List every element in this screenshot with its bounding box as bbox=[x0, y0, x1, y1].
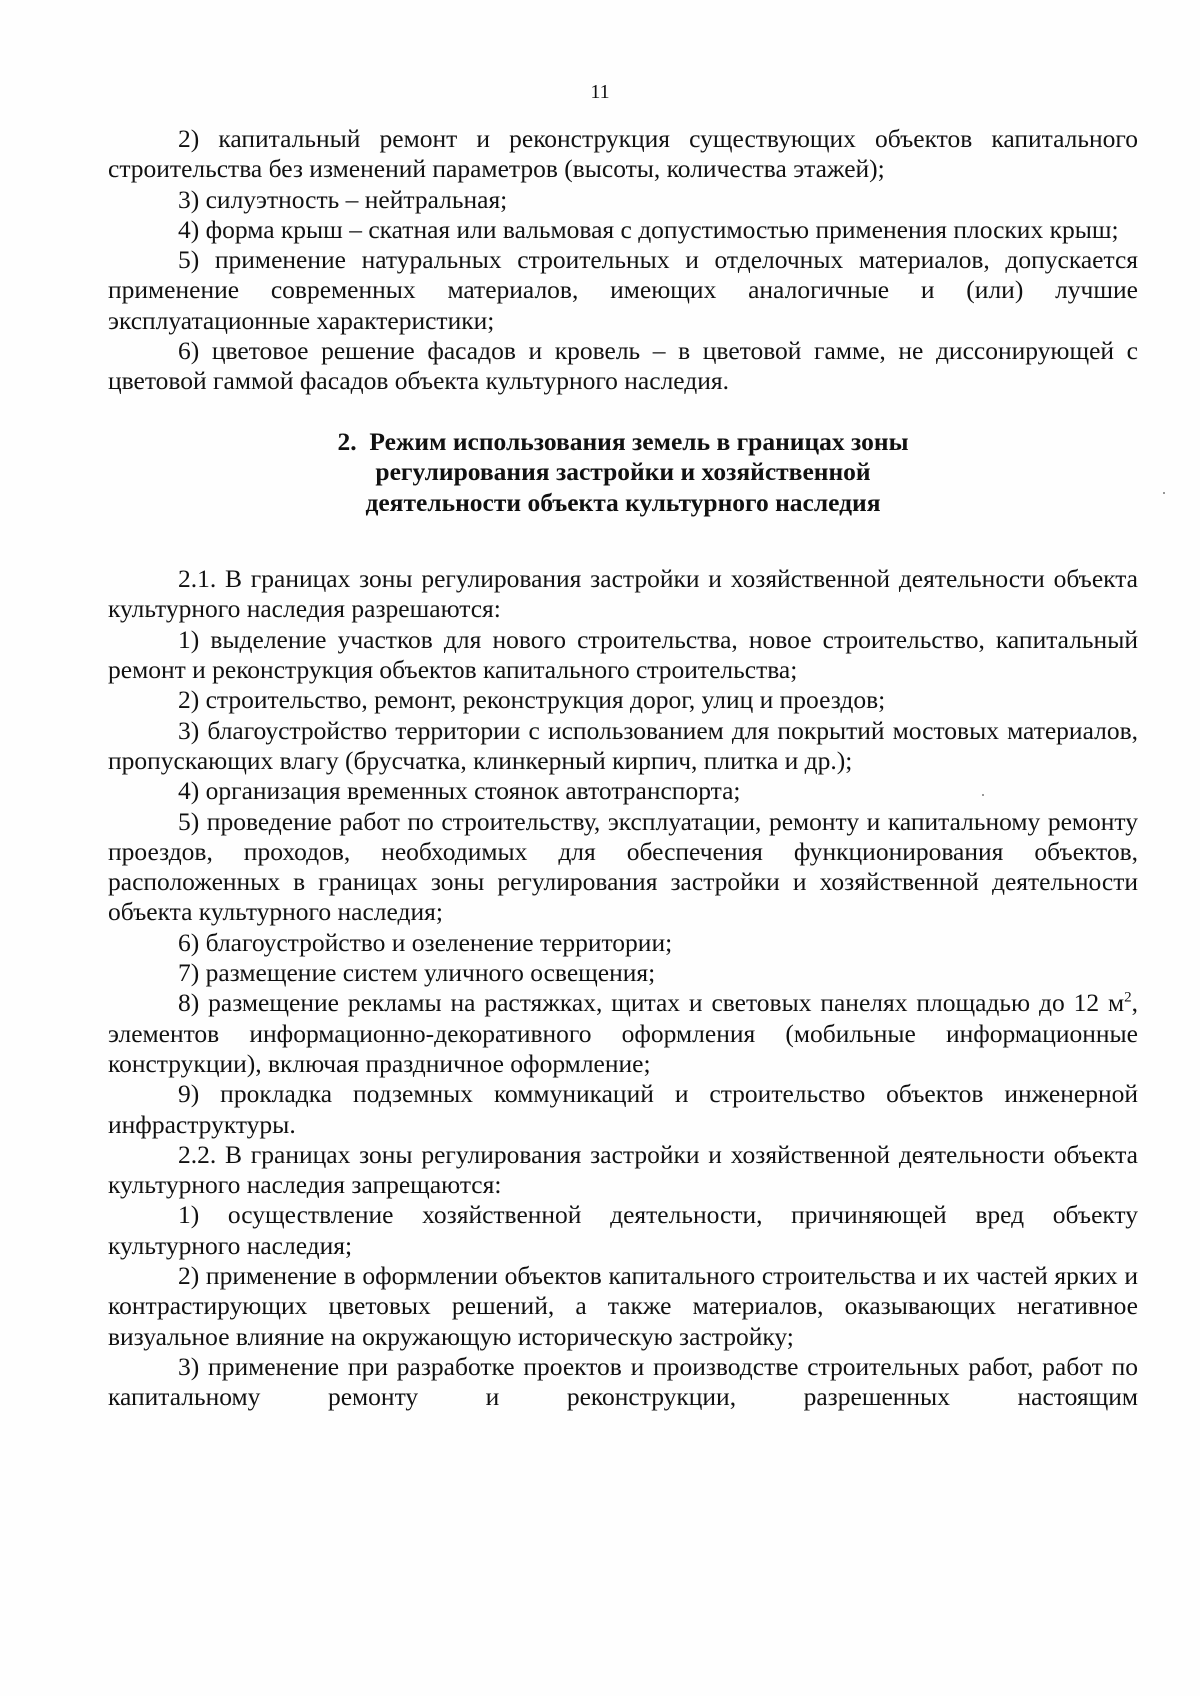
superscript-2: 2 bbox=[1124, 989, 1132, 1006]
list-item: 5) применение натуральных строительных и отделочных материалов, допускается применение современных материалов, имеющих аналогичные и (или) лучшие эксплуатационные характеристики; bbox=[108, 245, 1138, 335]
section-body bbox=[108, 564, 1138, 1412]
list-item bbox=[108, 988, 1138, 1079]
list-item: 3) благоустройство территории с использованием для покрытий мостовых материалов, пропускающих влагу (брусчатка, клинкерный кирпич, плитка и др.); bbox=[108, 715, 1138, 775]
scan-speck bbox=[1163, 492, 1165, 494]
list-item: 6) цветовое решение фасадов и кровель – в цветовой гамме, не диссонирующей с цветовой гаммой фасадов объекта культурного наследия. bbox=[108, 336, 1138, 396]
section-heading bbox=[108, 427, 1138, 519]
list-item: 7) размещение систем уличного освещения; bbox=[178, 958, 656, 988]
list-item: 1) осуществление хозяйственной деятельности, причиняющей вред объекту культурного наследия; bbox=[108, 1200, 1138, 1260]
list-item: 5) проведение работ по строительству, эксплуатации, ремонту и капитальному ремонту проездов, проходов, необходимых для обеспечения функционирования объектов, расположенных в границах зоны регулирования застройки и хозяйственной деятельности объекта культурного наследия; bbox=[108, 806, 1138, 927]
section-heading-line-1 bbox=[108, 427, 1138, 458]
list-item: 3) применение при разработке проектов и производстве строительных работ, работ по капитальному ремонту и реконструкции, разрешенных настоящим bbox=[108, 1351, 1138, 1412]
section-title-line: регулирования застройки и хозяйственной bbox=[375, 457, 871, 487]
clause-intro: 2.1. В границах зоны регулирования застройки и хозяйственной деятельности объекта культурного наследия разрешаются: bbox=[108, 564, 1138, 624]
list-item: 2) капитальный ремонт и реконструкция существующих объектов капитального строительства без изменений параметров (высоты, количества этажей); bbox=[108, 124, 1138, 184]
document-body bbox=[108, 124, 1138, 1412]
list-item: 6) благоустройство и озеленение территории; bbox=[178, 927, 673, 957]
list-item: 4) форма крыш – скатная или вальмовая с допустимостью применения плоских крыш; bbox=[178, 214, 1119, 244]
list-item: 9) прокладка подземных коммуникаций и строительство объектов инженерной инфраструктуры. bbox=[108, 1079, 1138, 1139]
section-number: 2. bbox=[337, 426, 357, 456]
list-item: 2) строительство, ремонт, реконструкция дорог, улиц и проездов; bbox=[178, 685, 886, 715]
list-item: 1) выделение участков для нового строительства, новое строительство, капитальный ремонт и реконструкция объектов капитального строительства; bbox=[108, 624, 1138, 685]
list-item: 3) силуэтность – нейтральная; bbox=[178, 184, 508, 214]
item-8-text-cont: , элементов информационно-декоративного оформления (мобильные информационные конструкции), включая праздничное оформление; bbox=[108, 988, 1138, 1078]
clause-intro: 2.2. В границах зоны регулирования застройки и хозяйственной деятельности объекта культурного наследия запрещаются: bbox=[108, 1139, 1138, 1200]
section-title-line: деятельности объекта культурного наследия bbox=[365, 487, 881, 517]
item-8-text: 8) размещение рекламы на растяжках, щитах и световых панелях площадью до 12 м bbox=[178, 988, 1125, 1018]
page-number: 11 bbox=[590, 81, 610, 103]
list-item: 4) организация временных стоянок автотранспорта; bbox=[178, 776, 741, 806]
list-item: 2) применение в оформлении объектов капитального строительства и их частей ярких и контрастирующих цветовых решений, а также материалов, оказывающих негативное визуальное влияние на окружающую историческую застройку; bbox=[108, 1261, 1138, 1351]
section-title-line: Режим использования земель в границах зоны bbox=[369, 426, 909, 456]
scan-speck bbox=[982, 794, 984, 796]
